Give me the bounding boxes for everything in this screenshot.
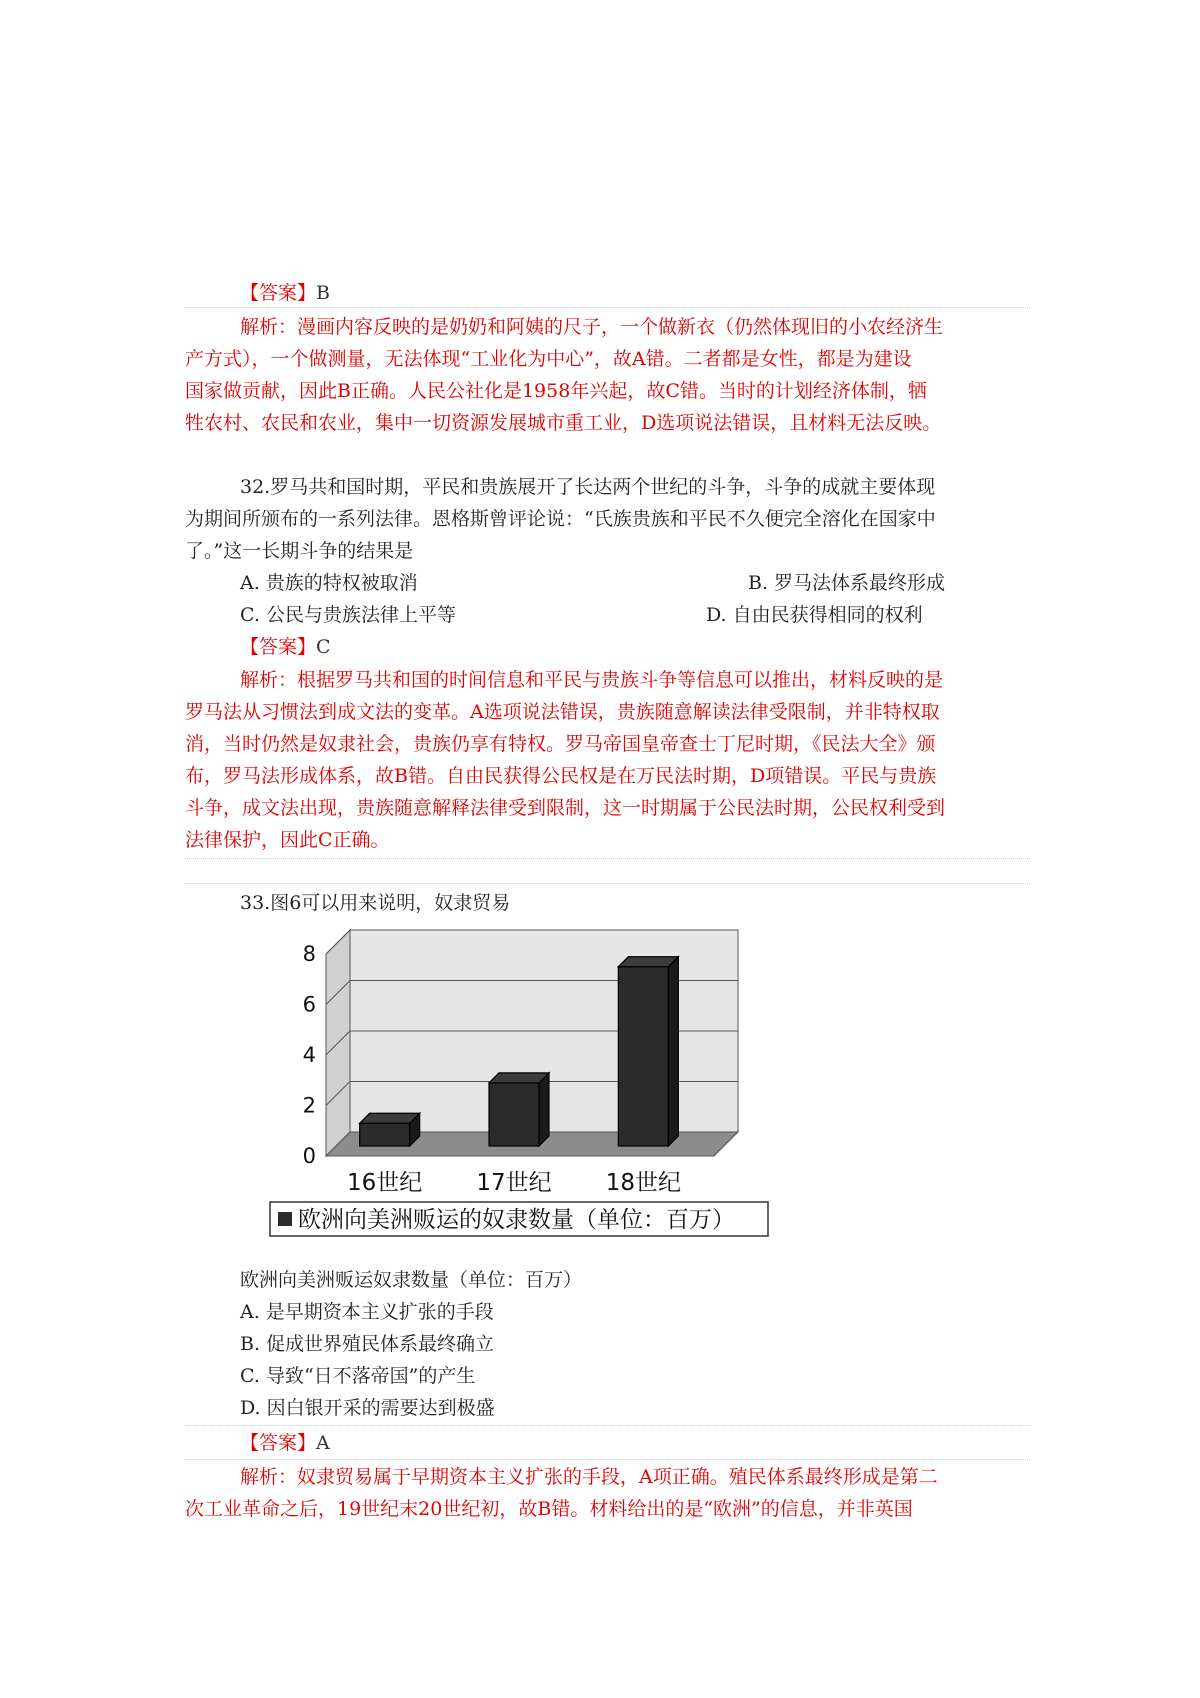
- q32-analysis-line-1: 解析：根据罗马共和国的时间信息和平民与贵族斗争等信息可以推出，材料反映的是: [240, 669, 944, 691]
- bar-side: [539, 1073, 549, 1146]
- q32-option-d: D. 自由民获得相同的权利: [706, 604, 923, 626]
- divider: [185, 1459, 1030, 1460]
- answer-label: 【答案】: [240, 636, 317, 658]
- q31-answer: [240, 278, 330, 308]
- x-tick-label: 18世纪: [605, 1170, 681, 1196]
- q32-answer: [240, 632, 331, 662]
- y-axis: [303, 942, 316, 1168]
- x-tick-label: 17世纪: [476, 1170, 552, 1196]
- q32-stem-line-1: 32.罗马共和国时期，平民和贵族展开了长达两个世纪的斗争，斗争的成就主要体现: [240, 476, 936, 498]
- q32-analysis-line-6: 法律保护，因此C正确。: [185, 829, 390, 851]
- y-tick-label: 4: [302, 1043, 316, 1067]
- q31-analysis-line-1: 解析：漫画内容反映的是奶奶和阿姨的尺子，一个做新衣（仍然体现旧的小农经济生: [240, 316, 944, 338]
- q32-analysis-line-5: 斗争，成文法出现，贵族随意解释法律受到限制，这一时期属于公民法时期，公民权利受到: [185, 797, 946, 819]
- q31-analysis-line-3: 国家做贡献，因此B正确。人民公社化是1958年兴起，故C错。当时的计划经济体制，牺: [185, 380, 927, 402]
- bar-front: [618, 967, 668, 1146]
- q32-option-b: B. 罗马法体系最终形成: [748, 572, 946, 594]
- answer-value: C: [316, 636, 331, 658]
- bar-top: [360, 1113, 420, 1123]
- q33-answer: [240, 1428, 330, 1458]
- bar-chart: [260, 928, 790, 1238]
- q33-option-c: C. 导致“日不落帝国”的产生: [240, 1365, 476, 1387]
- q32-stem-line-3: 了。”这一长期斗争的结果是: [185, 540, 414, 562]
- q33-option-a: A. 是早期资本主义扩张的手段: [240, 1301, 494, 1323]
- divider: [185, 858, 1030, 859]
- answer-value: B: [316, 282, 330, 304]
- q33-option-d: D. 因白银开采的需要达到极盛: [240, 1397, 495, 1419]
- bar-front: [360, 1123, 410, 1146]
- divider: [185, 1425, 1030, 1426]
- q32-analysis-line-3: 消，当时仍然是奴隶社会，贵族仍享有特权。罗马帝国皇帝查士丁尼时期，《民法大全》颁: [185, 733, 936, 755]
- q31-analysis-line-4: 牲农村、农民和农业，集中一切资源发展城市重工业，D选项说法错误，且材料无法反映。: [185, 412, 942, 434]
- legend-swatch: [278, 1212, 292, 1226]
- bar: [618, 957, 678, 1146]
- bar-side: [668, 957, 678, 1146]
- q33-analysis-line-1: 解析：奴隶贸易属于早期资本主义扩张的手段，A项正确。殖民体系最终形成是第二: [240, 1466, 938, 1488]
- bar-front: [489, 1083, 539, 1146]
- legend-label: 欧洲向美洲贩运的奴隶数量（单位：百万）: [298, 1207, 735, 1233]
- y-tick-label: 6: [302, 992, 316, 1017]
- q33-stem: 33.图6可以用来说明，奴隶贸易: [240, 892, 511, 914]
- q32-analysis-line-2: 罗马法从习惯法到成文法的变革。A选项说法错误，贵族随意解读法律受限制，并非特权取: [185, 701, 940, 723]
- bar-top: [489, 1073, 549, 1083]
- q31-analysis-line-2: 产方式），一个做测量，无法体现“工业化为中心”，故A错。二者都是女性，都是为建设: [185, 348, 912, 370]
- y-tick-label: 0: [302, 1144, 316, 1168]
- x-axis: [347, 1170, 681, 1196]
- bar-top: [618, 957, 678, 967]
- q32-option-a: A. 贵族的特权被取消: [240, 572, 418, 594]
- q32-option-c: C. 公民与贵族法律上平等: [240, 604, 456, 626]
- divider: [185, 307, 1030, 308]
- q32-analysis-line-4: 布，罗马法形成体系，故B错。自由民获得公民权是在万民法时期，D项错误。平民与贵族: [185, 765, 937, 787]
- answer-label: 【答案】: [240, 1432, 317, 1454]
- bar: [360, 1113, 420, 1146]
- x-tick-label: 16世纪: [347, 1170, 423, 1196]
- answer-value: A: [316, 1432, 330, 1454]
- q32-stem-line-2: 为期间所颁布的一系列法律。恩格斯曾评论说：“氏族贵族和平民不久便完全溶化在国家中: [185, 508, 936, 530]
- q33-caption: 欧洲向美洲贩运奴隶数量（单位：百万）: [240, 1269, 583, 1291]
- q33-analysis-line-2: 次工业革命之后，19世纪末20世纪初，故B错。材料给出的是“欧洲”的信息，并非英国: [185, 1498, 913, 1520]
- q33-option-b: B. 促成世界殖民体系最终确立: [240, 1333, 495, 1355]
- answer-label: 【答案】: [240, 282, 317, 304]
- bar: [489, 1073, 549, 1146]
- divider: [185, 883, 1030, 884]
- y-tick-label: 2: [302, 1093, 316, 1118]
- y-tick-label: 8: [302, 942, 316, 966]
